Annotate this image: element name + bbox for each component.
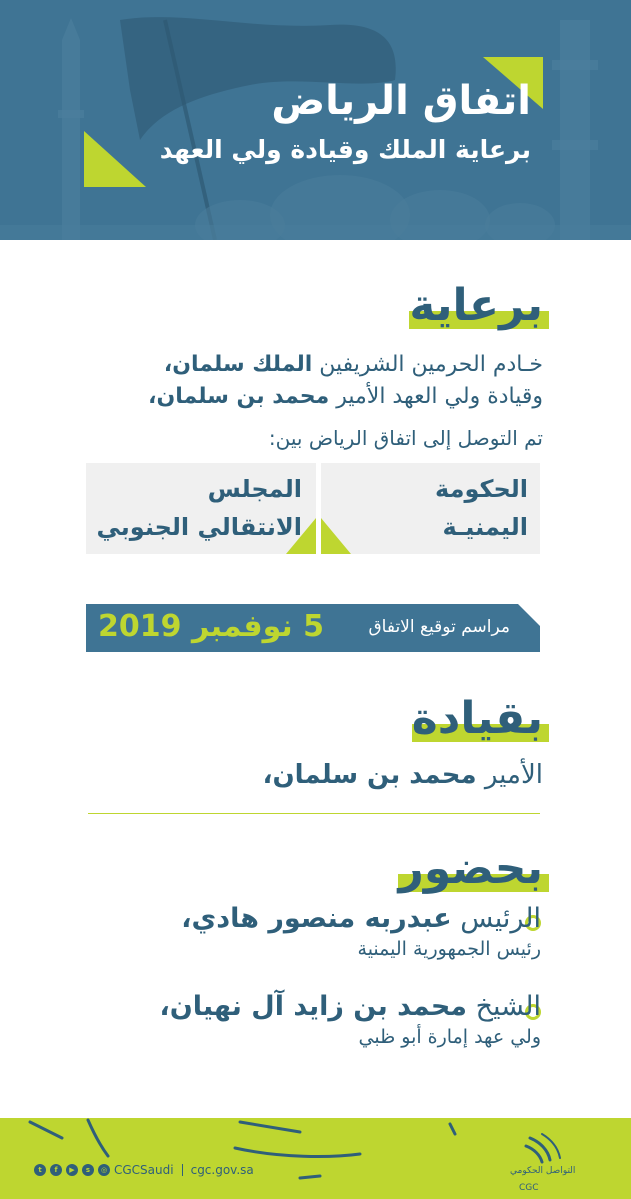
party-box-yemeni-government: الحكومة اليمنيـة — [321, 463, 540, 554]
footer-social-links — [34, 1163, 254, 1177]
leadership-line: الأمير محمد بن سلمان، — [262, 760, 543, 790]
accent-triangle-left — [84, 131, 146, 187]
logo-arabic-text: التواصل الحكومي — [510, 1166, 576, 1176]
page-subtitle: برعاية الملك وقيادة ولي العهد — [159, 135, 531, 164]
logo-english-text: CGC — [519, 1183, 539, 1193]
party-corner-triangle — [321, 518, 351, 554]
page-title: اتفاق الرياض — [271, 78, 531, 124]
facebook-icon[interactable]: f — [50, 1164, 62, 1176]
section-divider — [88, 813, 540, 814]
footer-separator — [182, 1164, 183, 1176]
signing-date-bar — [86, 604, 540, 652]
signing-ceremony-label: مراسم توقيع الاتفاق — [368, 617, 510, 637]
youtube-icon[interactable]: ▶ — [66, 1164, 78, 1176]
agreement-reached-line: تم التوصل إلى اتفاق الرياض بين: — [268, 426, 543, 450]
footer — [0, 1118, 631, 1199]
party-box-southern-council: المجلس الانتقالي الجنوبي — [86, 463, 316, 554]
website-link[interactable]: cgc.gov.sa — [190, 1163, 254, 1177]
attendance-heading: بحضور — [398, 843, 543, 894]
header-banner — [0, 0, 631, 240]
party-corner-triangle — [286, 518, 316, 554]
sponsorship-heading: برعاية — [409, 280, 543, 331]
signing-date: 5 نوفمبر 2019 — [98, 609, 325, 644]
snapchat-icon[interactable]: s — [82, 1164, 94, 1176]
attendee-abu-dhabi-crown-prince: الشيخ محمد بن زايد آل نهيان، ولي عهد إمارة أبو ظبي — [159, 991, 541, 1048]
sponsor-line-king: خـادم الحرمين الشريفين الملك سلمان، — [163, 352, 543, 377]
sponsor-line-crown-prince: وقيادة ولي العهد الأمير محمد بن سلمان، — [148, 384, 543, 409]
date-bar-corner-triangle — [518, 604, 540, 626]
twitter-icon[interactable]: t — [34, 1164, 46, 1176]
leadership-heading: بقيادة — [412, 693, 543, 744]
social-handle[interactable]: CGCSaudi — [114, 1163, 174, 1177]
cgc-logo-icon — [500, 1132, 564, 1190]
attendee-yemen-president: الرئيس عبدربه منصور هادي، رئيس الجمهورية اليمنية — [181, 903, 541, 960]
instagram-icon[interactable]: ◎ — [98, 1164, 110, 1176]
